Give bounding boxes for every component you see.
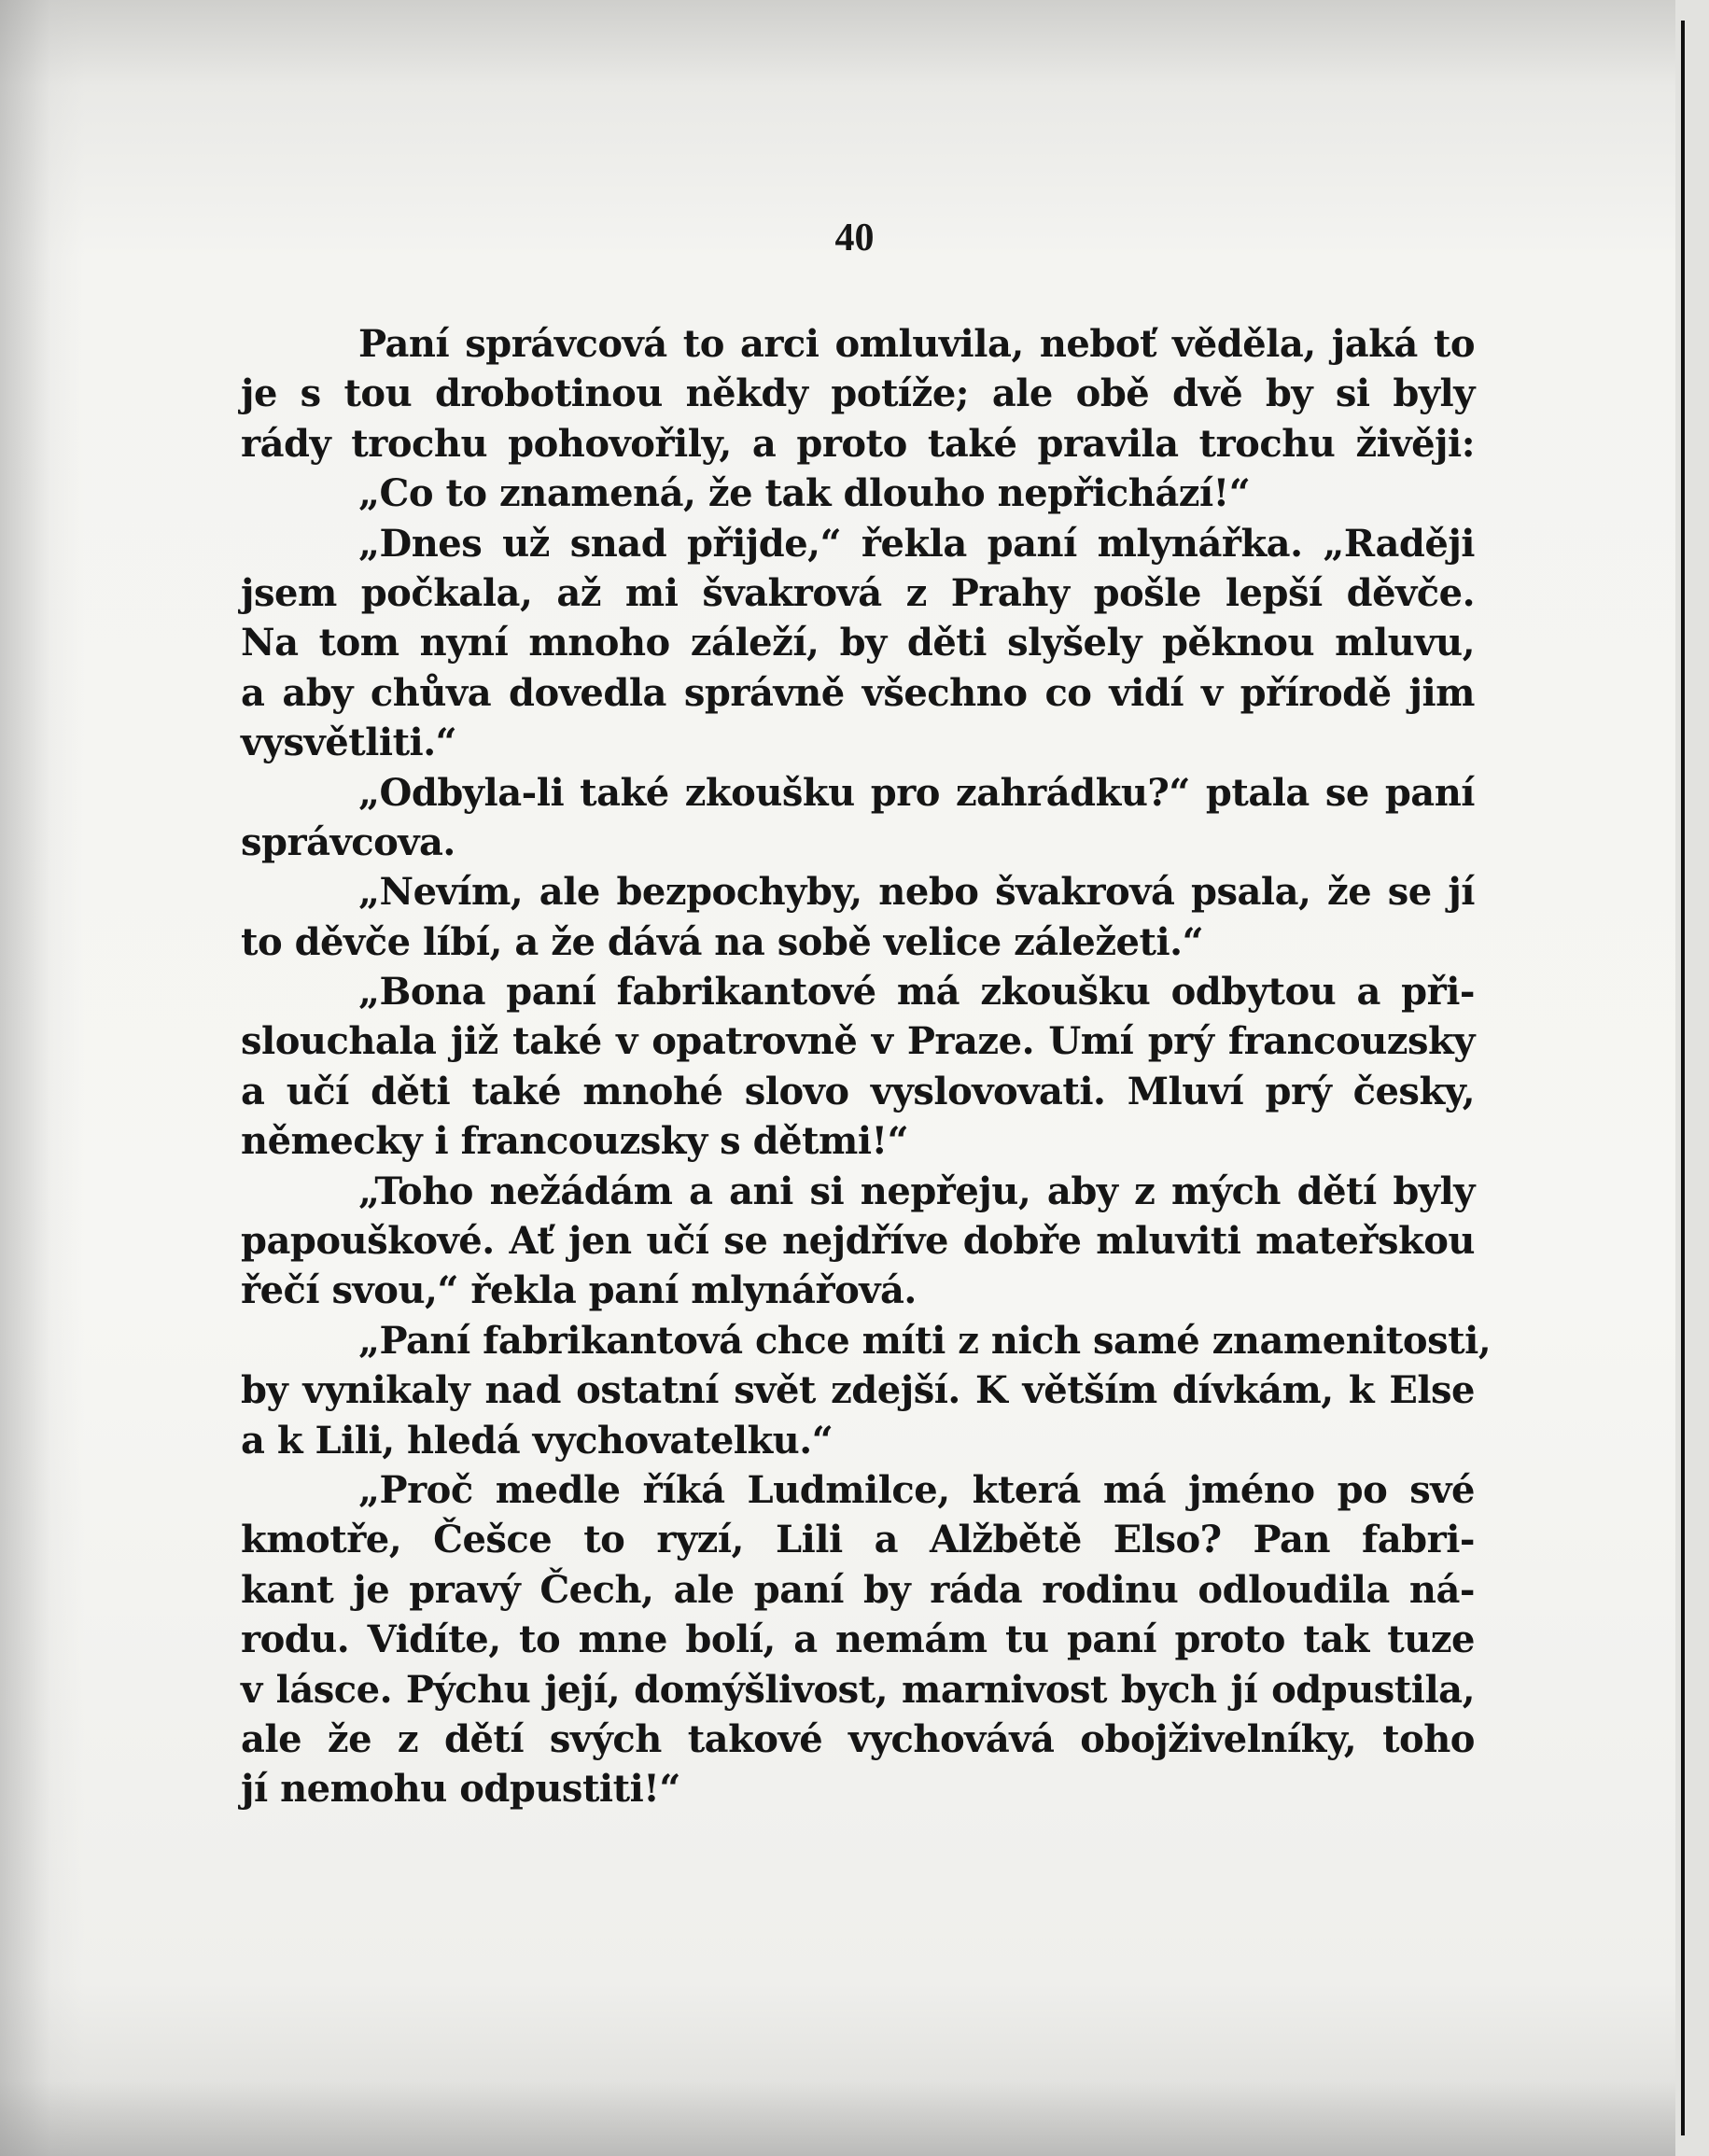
text-line: jí nemohu odpustiti!“ [241,1767,680,1812]
text-line: rády trochu pohovořily, a proto také pravila trochu živěji: [241,421,1475,466]
text-line: a učí děti také mnohé slovo vyslovovati. Mluví prý česky, [241,1069,1475,1113]
text-line: „Toho nežádám a ani si nepřeju, aby z mých dětí byly [358,1169,1475,1213]
text-line: je s tou drobotinou někdy potíže; ale obě dvě by si byly [241,371,1475,416]
text-line: „Odbyla-li také zkoušku pro zahrádku?“ ptala se paní [358,770,1475,815]
text-line: Paní správcová to arci omluvila, neboť věděla, jaká to [358,322,1475,366]
text-line: papouškové. Ať jen učí se nejdříve dobře mluviti mateřskou [241,1219,1475,1264]
page-edge-shadow-left [0,0,84,2156]
text-line: „Proč medle říká Ludmilce, která má jméno po své [358,1467,1475,1512]
page-edge-shadow-bottom [0,2081,1675,2156]
text-line: Na tom nyní mnoho záleží, by děti slyšely pěknou mluvu, [241,621,1475,665]
text-line: „Nevím, ale bezpochyby, nebo švakrová psala, že se jí [358,870,1475,915]
scan-edge-rule [1681,21,1685,2135]
text-line: kant je pravý Čech, ale paní by ráda rodinu odloudila ná- [241,1567,1475,1612]
text-line: vysvětliti.“ [241,721,457,765]
text-line: „Paní fabrikantová chce míti z nich samé znamenitosti, [358,1318,1492,1363]
text-line: kmotře, Češce to ryzí, Lili a Alžbětě Elso? Pan fabri- [241,1518,1475,1562]
scan-right-border [1675,0,1709,2156]
text-line: německy i francouzsky s dětmi!“ [241,1119,909,1164]
body-text [241,319,1492,1814]
text-line: správcova. [241,819,455,864]
text-line: „Bona paní fabrikantové má zkoušku odbytou a při- [358,970,1475,1015]
text-line: by vynikaly nad ostatní svět zdejší. K větším dívkám, k Else [241,1368,1475,1413]
text-line: „Co to znamená, že tak dlouho nepřichází!“ [358,471,1251,516]
text-line: slouchala již také v opatrovně v Praze. Umí prý francouzsky [241,1019,1475,1064]
text-line: a k Lili, hledá vychovatelku.“ [241,1418,833,1463]
text-line: řečí svou,“ řekla paní mlynářová. [241,1268,917,1313]
text-line: v lásce. Pýchu její, domýšlivost, marnivost bych jí odpustila, [241,1667,1475,1712]
text-line: a aby chůva dovedla správně všechno co vidí v přírodě jim [241,670,1475,715]
text-line: rodu. Vidíte, to mne bolí, a nemám tu paní proto tak tuze [241,1617,1475,1662]
text-line: to děvče líbí, a že dává na sobě velice záležeti.“ [241,919,1204,964]
page-number: 40 [834,217,875,259]
text-line: ale že z dětí svých takové vychovává obojživelníky, toho [241,1716,1475,1761]
text-line: jsem počkala, až mi švakrová z Prahy pošle lepší děvče. [241,570,1475,615]
text-line: „Dnes už snad přijde,“ řekla paní mlynářka. „Raději [358,521,1475,566]
